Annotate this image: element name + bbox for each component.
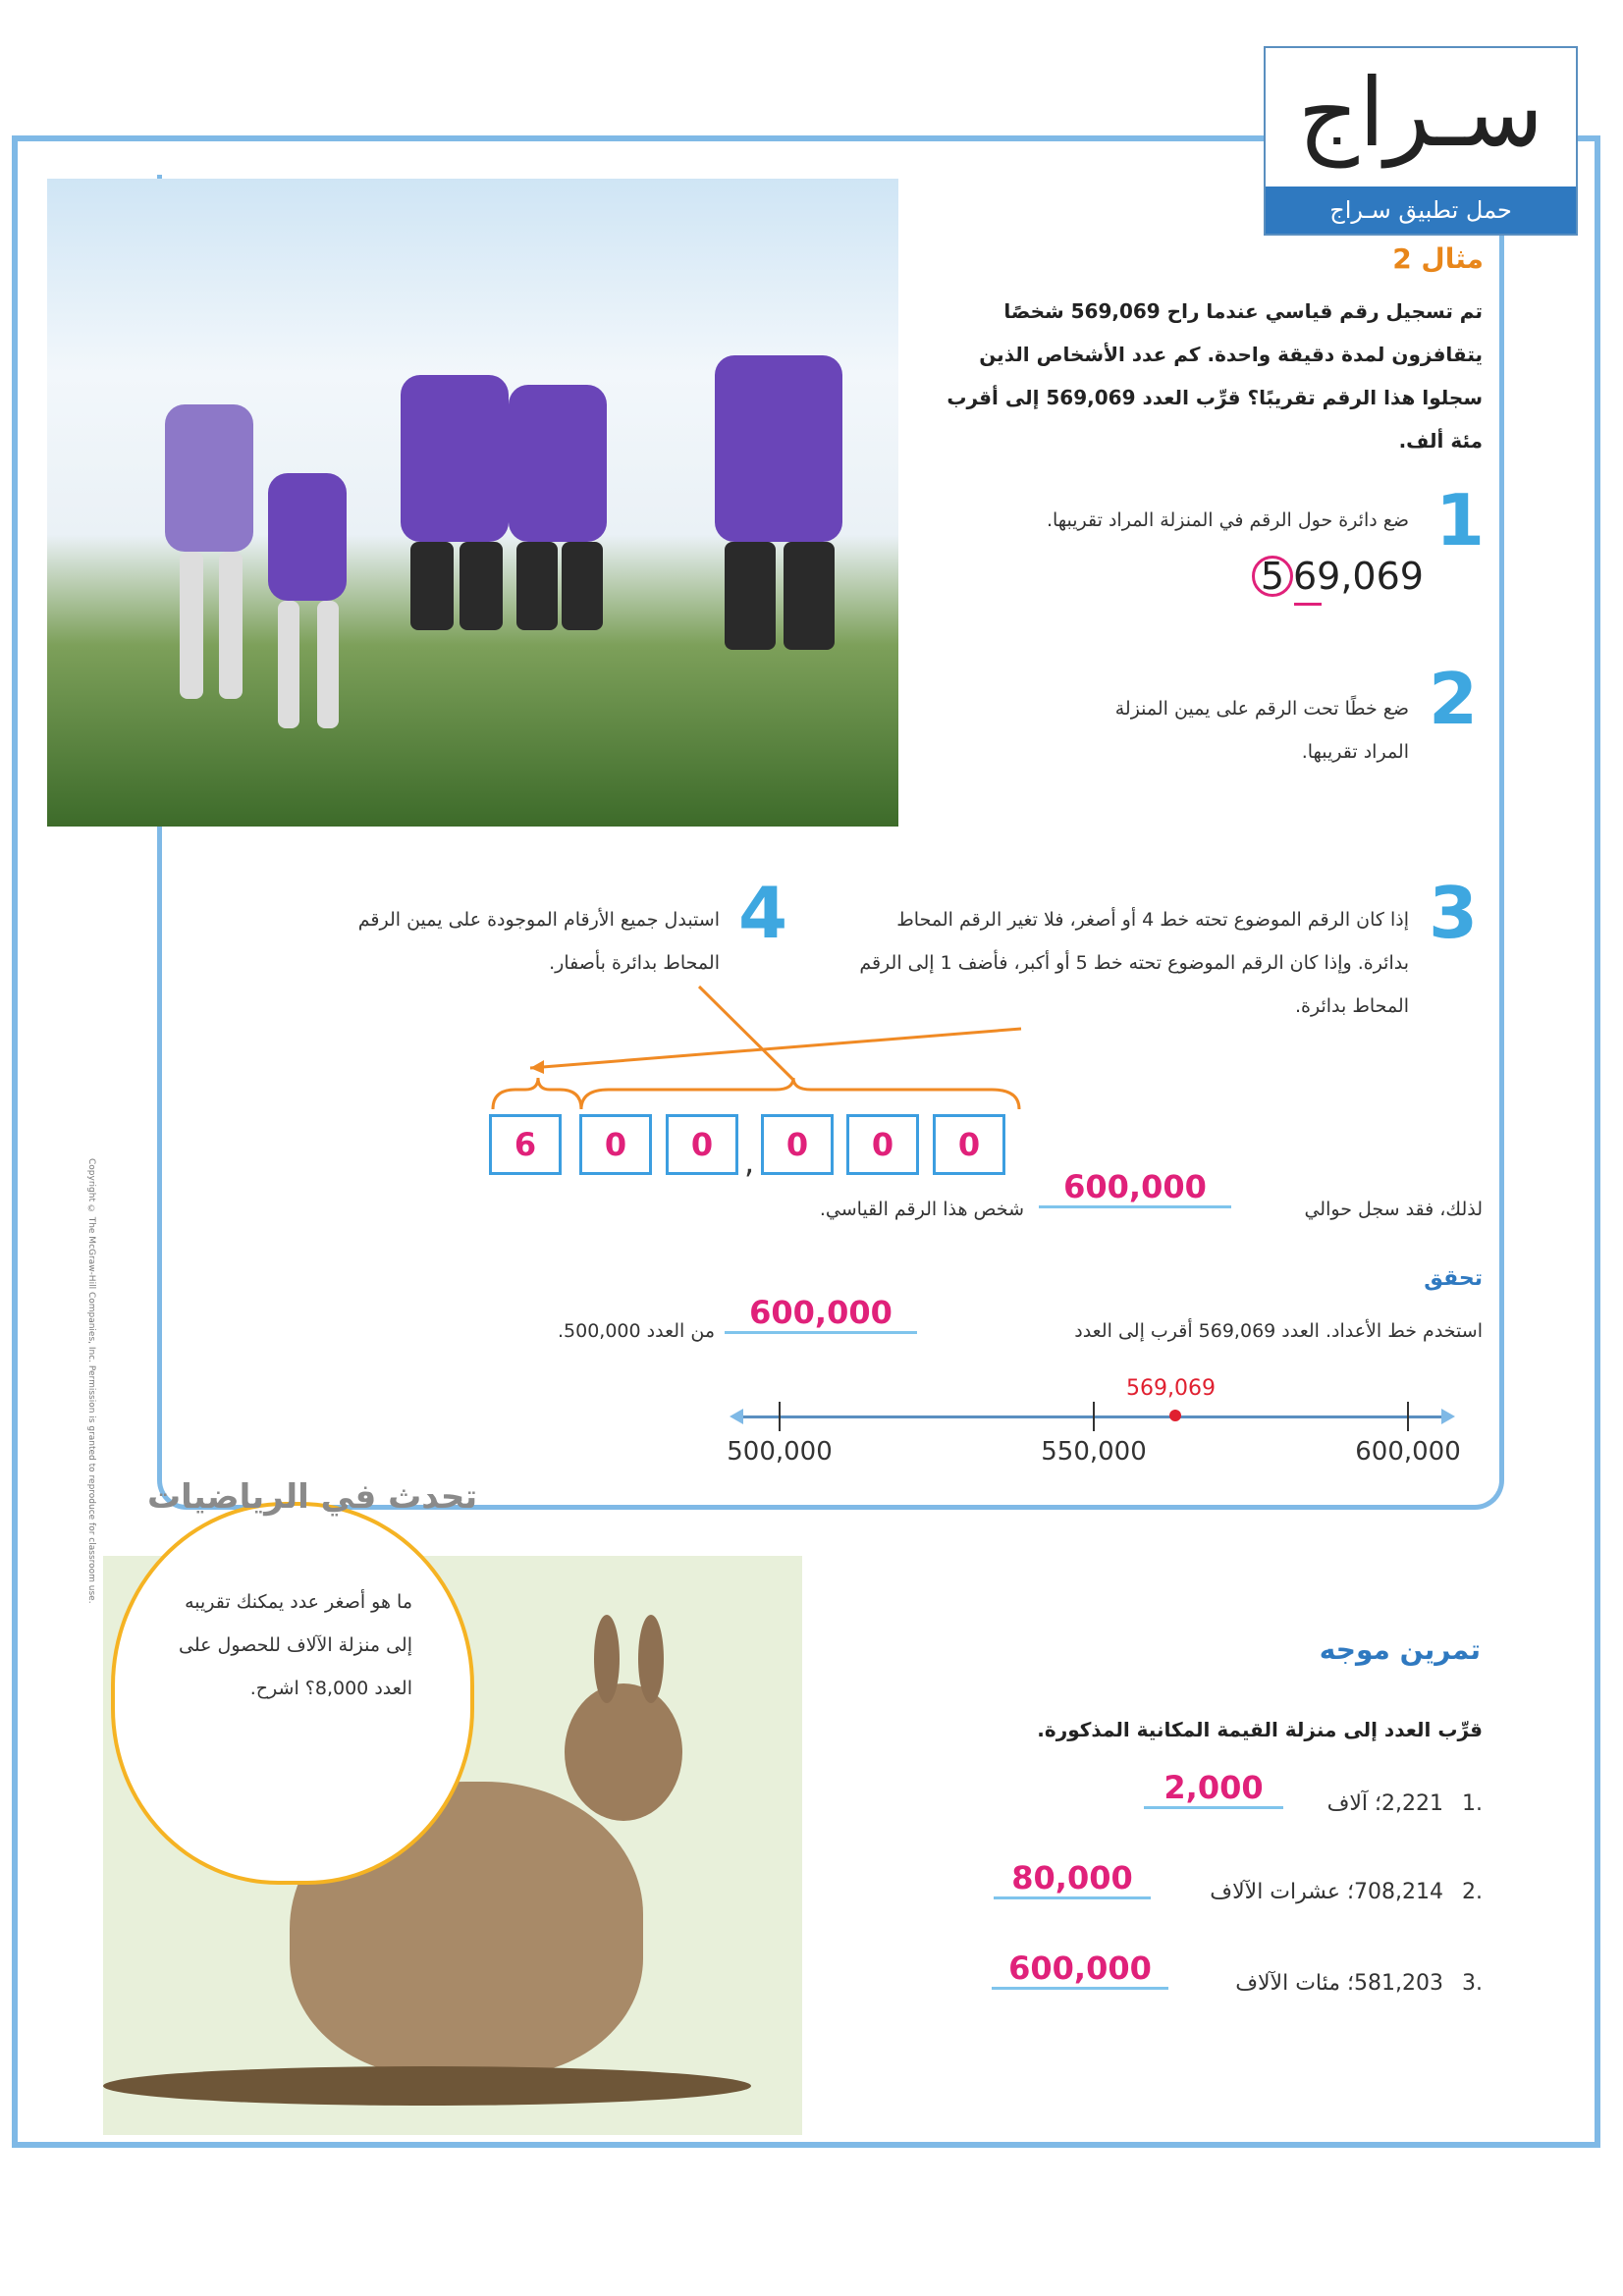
digit-box: 0 [761,1114,834,1175]
tick-label: 500,000 [727,1437,833,1467]
circled-digit: 5 [1252,556,1293,597]
underline-mark [1294,603,1322,606]
digit-box: 0 [579,1114,652,1175]
talk-text: ما هو أصغر عدد يمكنك تقريبه إلى منزلة الآلاف للحصول على العدد 8,000؟ اشرح. [179,1591,412,1699]
tick-label: 600,000 [1355,1437,1461,1467]
tick [1407,1402,1409,1431]
tick [1093,1402,1095,1431]
example-label: مثال 2 [1392,242,1484,275]
guided-title: تمرين موجه [1319,1633,1481,1666]
check-before: استخدم خط الأعداد. العدد 569,069 أقرب إلى العدد [1074,1320,1483,1342]
step-1-text: ضع دائرة حول الرقم في المنزلة المراد تقريبها. [1046,509,1409,531]
number-rest: 69,069 [1293,555,1424,598]
tick [779,1402,781,1431]
digit-box: 0 [666,1114,738,1175]
step-4-number: 4 [738,872,788,954]
exercise-1-text: 2,221؛ آلاف [1326,1791,1443,1816]
step-2-text: ضع خطًا تحت الرقم على يمين المنزلة المراد تقريبها. [1114,698,1409,763]
digit-box: 0 [933,1114,1005,1175]
tick-label: 550,000 [1041,1437,1147,1467]
siraj-logo[interactable] [1264,46,1578,236]
step-1-number-display [1252,555,1424,598]
step-1-number: 1 [1435,479,1486,561]
arrow-left-icon [730,1409,743,1424]
exercise-1-number: 1. [1462,1791,1483,1816]
exercise-3-text: 581,203؛ مئات الآلاف [1235,1971,1443,1996]
exercise-3-answer: 600,000 [992,1949,1168,1990]
arrow-right-icon [1441,1409,1455,1424]
logo-tagline: حمل تطبيق سـراج [1266,187,1576,234]
guided-instruction: قرِّب العدد إلى منزلة القيمة المكانية المذكورة. [1037,1718,1483,1741]
jumping-kids-photo [47,179,898,827]
step-3-number: 3 [1429,872,1479,954]
logo-brand: سـراج [1297,58,1544,168]
digit-comma: , [744,1144,755,1181]
arrows-braces [481,982,1031,1119]
check-after: من العدد 500,000. [557,1320,715,1342]
check-answer: 600,000 [725,1294,917,1334]
step-2-number: 2 [1429,658,1479,740]
conclusion-answer: 600,000 [1039,1168,1231,1208]
point-marker [1169,1410,1181,1421]
example-problem: تم تسجيل رقم قياسي عندما راح 569,069 شخصًا يتقافزون لمدة دقيقة واحدة. كم عدد الأشخاص الذين سجلوا هذا الرقم تقريبًا؟ قرِّب العدد 569,069 إلى أقرب مئة ألف. [947,299,1483,453]
exercise-1-answer: 2,000 [1144,1769,1283,1809]
point-label: 569,069 [1126,1376,1216,1401]
exercise-2-text: 708,214؛ عشرات الآلاف [1210,1880,1443,1904]
exercise-2-number: 2. [1462,1880,1483,1904]
digit-box: 0 [846,1114,919,1175]
conclusion-before: لذلك، فقد سجل حوالي [1304,1199,1483,1220]
digit-box: 6 [489,1114,562,1175]
step-4-text: استبدل جميع الأرقام الموجودة على يمين الرقم المحاط بدائرة بأصفار. [357,909,720,974]
step-3-text: إذا كان الرقم الموضوع تحته خط 4 أو أصغر، فلا تغير الرقم المحاط بدائرة. وإذا كان الرقم الموضوع تحته خط 5 أو أكبر، فأضف 1 إلى الرقم المحاط بدائرة. [859,909,1409,1017]
conclusion-after: شخص هذا الرقم القياسي. [819,1199,1024,1220]
exercise-2-answer: 80,000 [994,1859,1151,1899]
copyright-credit: Copyright © The McGraw-Hill Companies, Inc. Permission is granted to reproduce for classroom use. [86,1158,96,1604]
talk-title: تحدث في الرياضيات [147,1477,478,1517]
check-label: تحقق [1424,1266,1483,1291]
exercise-3-number: 3. [1462,1971,1483,1996]
number-line [727,1376,1461,1467]
